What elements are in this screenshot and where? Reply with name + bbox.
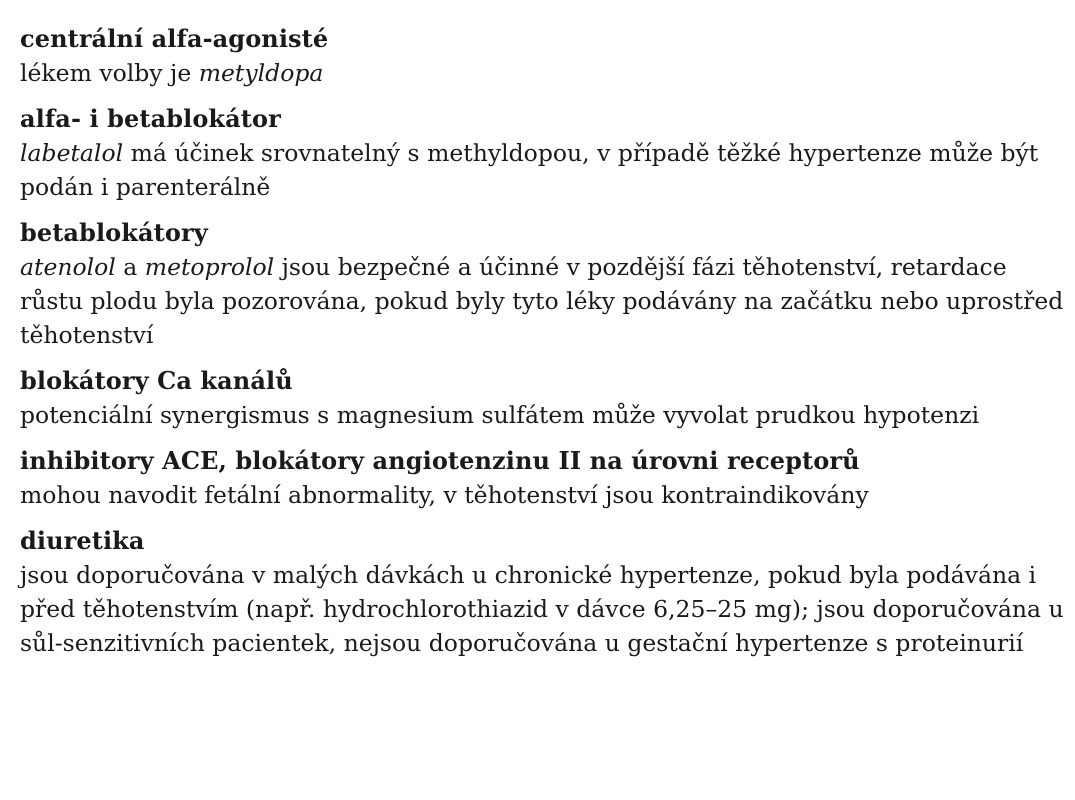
body-text: a	[115, 253, 145, 281]
drug-name: metoprolol	[144, 253, 275, 281]
section-body	[20, 250, 1065, 352]
body-text: mohou navodit fetální abnormality, v těhotenství jsou kontraindikovány	[20, 481, 869, 509]
section-beta-blockers	[20, 216, 1065, 352]
section-heading: blokátory Ca kanálů	[20, 366, 293, 395]
body-text: lékem volby je	[20, 59, 199, 87]
body-text: jsou bezpečné a účinné v pozdější fázi těhotenství, retardace růstu plodu byla pozorována, pokud byly tyto léky podávány na začátku nebo uprostřed těhotenství	[20, 253, 1064, 349]
section-heading: betablokátory	[20, 218, 208, 247]
drug-name: labetalol	[20, 139, 124, 167]
section-central-alpha-agonists	[20, 22, 1065, 90]
body-text: potenciální synergismus s magnesium sulfátem může vyvolat prudkou hypotenzi	[20, 401, 980, 429]
section-ace-inhibitors	[20, 444, 1065, 512]
section-body	[20, 558, 1065, 660]
section-heading: alfa- i betablokátor	[20, 104, 281, 133]
section-body	[20, 136, 1065, 204]
section-body	[20, 398, 1065, 432]
body-text: má účinek srovnatelný s methyldopou, v případě těžké hypertenze může být podán i parenterálně	[20, 139, 1039, 201]
section-heading: centrální alfa-agonisté	[20, 24, 329, 53]
section-heading: diuretika	[20, 526, 145, 555]
body-text: jsou doporučována v malých dávkách u chronické hypertenze, pokud byla podávána i před těhotenstvím (např. hydrochlorothiazid v dávce 6,25–25 mg); jsou doporučována u sůl-senzitivních pacientek, nejsou doporučována u gestační hypertenze s proteinurií	[20, 561, 1064, 657]
section-body	[20, 478, 1065, 512]
drug-list	[20, 22, 1065, 672]
section-ca-channel-blockers	[20, 364, 1065, 432]
section-body	[20, 56, 1065, 90]
section-heading: inhibitory ACE, blokátory angiotenzinu II na úrovni receptorů	[20, 446, 860, 475]
drug-name: metyldopa	[198, 59, 324, 87]
drug-name: atenolol	[20, 253, 116, 281]
section-diuretics	[20, 524, 1065, 660]
section-alpha-beta-blocker	[20, 102, 1065, 204]
